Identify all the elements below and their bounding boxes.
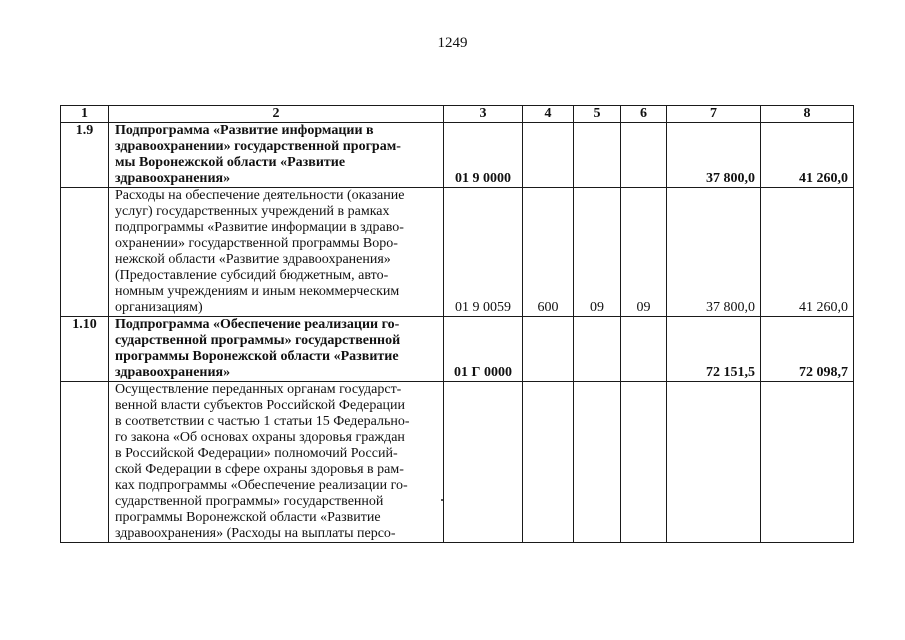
row-number: 1.10: [61, 317, 109, 382]
description-line: (Предоставление субсидий бюджетным, авто-: [115, 268, 389, 283]
description-line: номным учреждениям и иным некоммерческим: [115, 284, 400, 299]
row-description: [109, 317, 444, 382]
description-line: Расходы на обеспечение деятельности (оказание: [115, 188, 405, 203]
table-row: [61, 123, 854, 188]
description-line: охранении» государственной программы Воро-: [115, 236, 398, 251]
table-row: [61, 317, 854, 382]
description-line: нежской области «Развитие здравоохранения»: [115, 252, 391, 267]
row-col5: [574, 382, 621, 543]
table-row: [61, 188, 854, 317]
description-line: ской Федерации в сфере охраны здоровья в рам-: [115, 462, 404, 477]
description-line: здравоохранения»: [115, 365, 231, 380]
header-cell-7: 7: [667, 106, 761, 123]
row-col6: [621, 123, 667, 188]
header-cell-8: 8: [761, 106, 854, 123]
description-line: программы Воронежской области «Развитие: [115, 349, 399, 364]
header-cell-3: 3: [444, 106, 523, 123]
row-amount-7: 37 800,0: [667, 123, 761, 188]
description-line: мы Воронежской области «Развитие: [115, 155, 346, 170]
description-line: го закона «Об основах охраны здоровья граждан: [115, 430, 405, 445]
row-code: 01 9 0000: [444, 123, 523, 188]
description-line: здравоохранении» государственной програм-: [115, 139, 401, 154]
description-line: Подпрограмма «Обеспечение реализации го-: [115, 317, 400, 332]
row-description: [109, 123, 444, 188]
row-code: 01 9 0059: [444, 188, 523, 317]
header-row: [61, 106, 854, 123]
row-col6: [621, 317, 667, 382]
row-number: [61, 188, 109, 317]
header-cell-5: 5: [574, 106, 621, 123]
header-cell-2: 2: [109, 106, 444, 123]
header-cell-6: 6: [621, 106, 667, 123]
page-number: 1249: [437, 35, 468, 51]
description-line: организациям): [115, 300, 203, 315]
row-amount-8: 41 260,0: [761, 188, 854, 317]
row-col4: 600: [523, 188, 574, 317]
description-line: здравоохранения»: [115, 171, 231, 186]
row-amount-8: 72 098,7: [761, 317, 854, 382]
scan-speck: [441, 499, 443, 501]
row-col4: [523, 123, 574, 188]
table-row: [61, 382, 854, 543]
description-line: в соответствии с частью 1 статьи 15 Федерально-: [115, 414, 410, 429]
row-number: 1.9: [61, 123, 109, 188]
row-col6: 09: [621, 188, 667, 317]
row-amount-8: 41 260,0: [761, 123, 854, 188]
description-line: сударственной программы» государственной: [115, 494, 384, 509]
row-col4: [523, 317, 574, 382]
header-cell-1: 1: [61, 106, 109, 123]
row-amount-8: [761, 382, 854, 543]
row-col5: [574, 317, 621, 382]
budget-table: [60, 105, 854, 543]
row-code: 01 Г 0000: [444, 317, 523, 382]
description-line: ках подпрограммы «Обеспечение реализации го-: [115, 478, 408, 493]
row-amount-7: 37 800,0: [667, 188, 761, 317]
description-line: сударственной программы» государственной: [115, 333, 401, 348]
header-cell-4: 4: [523, 106, 574, 123]
description-line: в Российской Федерации» полномочий Россий-: [115, 446, 398, 461]
row-number: [61, 382, 109, 543]
description-line: венной власти субъектов Российской Федерации: [115, 398, 406, 413]
description-line: услуг) государственных учреждений в рамках: [115, 204, 390, 219]
description-line: программы Воронежской области «Развитие: [115, 510, 381, 525]
row-col5: [574, 123, 621, 188]
row-col5: 09: [574, 188, 621, 317]
row-code: [444, 382, 523, 543]
description-line: Подпрограмма «Развитие информации в: [115, 123, 374, 138]
description-line: здравоохранения» (Расходы на выплаты персо-: [115, 526, 396, 541]
description-line: Осуществление переданных органам государст-: [115, 382, 402, 397]
row-col4: [523, 382, 574, 543]
row-amount-7: [667, 382, 761, 543]
row-col6: [621, 382, 667, 543]
row-description: [109, 382, 444, 543]
row-description: [109, 188, 444, 317]
description-line: подпрограммы «Развитие информации в здраво-: [115, 220, 404, 235]
row-amount-7: 72 151,5: [667, 317, 761, 382]
